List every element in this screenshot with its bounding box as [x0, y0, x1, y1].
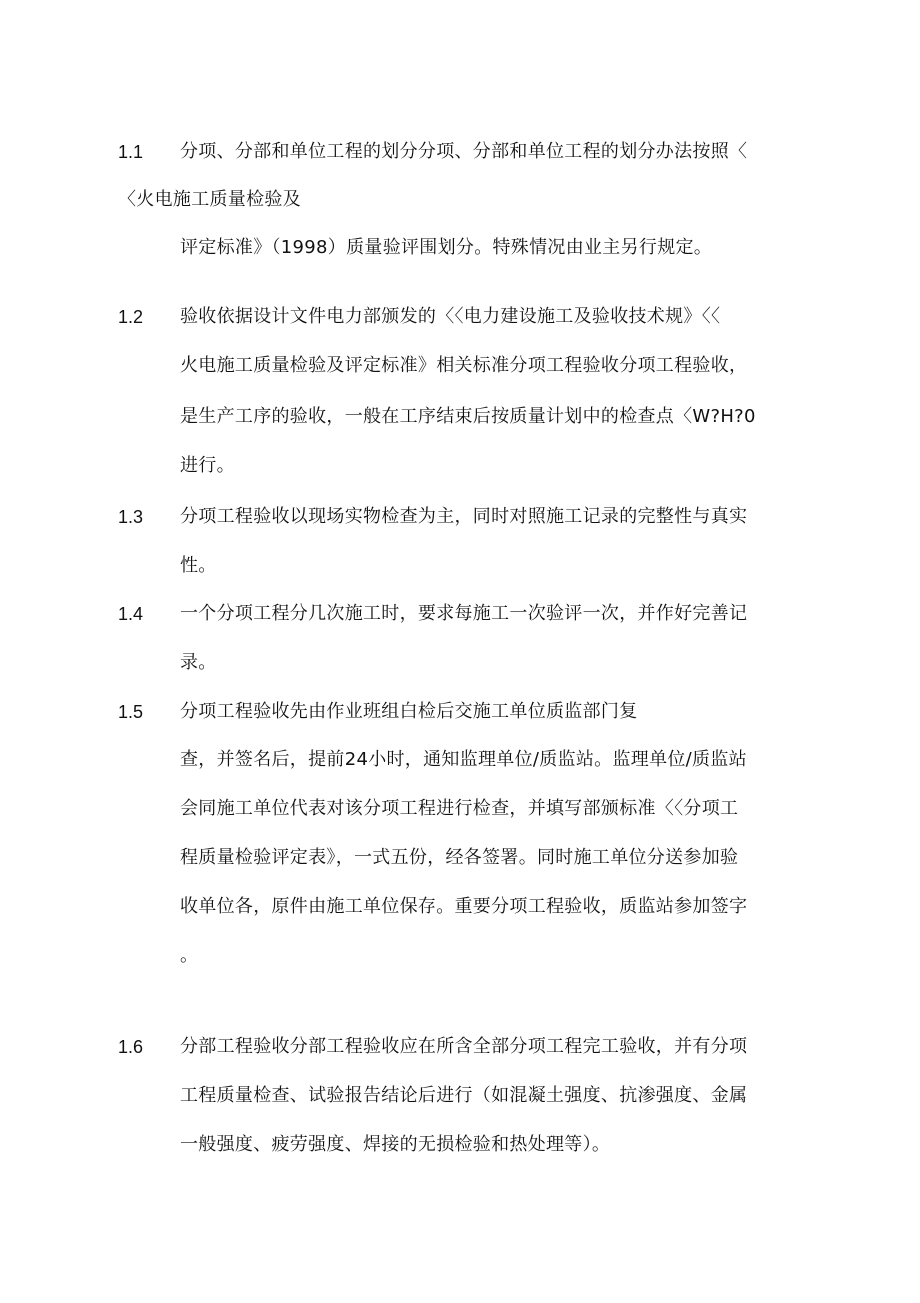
section-text-line: 一般强度、疲劳强度、焊接的无损检验和热处理等）。 — [180, 1134, 611, 1155]
section-text-line: 查，并签名后，提前24小时，通知监理单位/质监站。监理单位/质监站 — [180, 749, 747, 770]
section-text-line: 程质量检验评定表》，一式五份，经各签署。同时施工单位分送参加验 — [180, 847, 739, 868]
section-text-line: 分项工程验收先由作业班组白检后交施工单位质监部门复 — [180, 701, 638, 722]
section-number: 1.1 — [118, 142, 144, 162]
section-text-line: 〈火电施工质量检验及 — [118, 189, 301, 210]
section-text-line: 进行。 — [180, 455, 235, 476]
section-text-line: 工程质量检查、试验报告结论后进行（如混凝土强度、抗渗强度、金属 — [180, 1085, 748, 1106]
section-text-line: 是生产工序的验收，一般在工序结束后按质量计划中的检查点〈W?H?0 — [180, 406, 756, 427]
section-text-line: 一个分项工程分几次施工时，要求每施工一次验评一次，并作好完善记 — [180, 603, 748, 624]
section-text-line: 火电施工质量检验及评定标准》相关标准分项工程验收分项工程验收， — [180, 355, 748, 376]
section-number: 1.2 — [118, 307, 144, 327]
section-number: 1.5 — [118, 702, 144, 722]
section-text-line: 性。 — [180, 555, 217, 576]
section-text-line: 评定标准》（1998）质量验评围划分。特殊情况由业主另行规定。 — [180, 237, 713, 258]
section-text-line: 分项、分部和单位工程的划分分项、分部和单位工程的划分办法按照〈 — [180, 141, 748, 162]
section-text-line: 分部工程验收分部工程验收应在所含全部分项工程完工验收，并有分项 — [180, 1036, 748, 1057]
section-text-line: 验收依据设计文件电力部颁发的〈〈电力建设施工及验收技术规》〈〈 — [180, 306, 721, 327]
section-text-line: 收单位各，原件由施工单位保存。重要分项工程验收，质监站参加签字 — [180, 896, 748, 917]
section-text-line: 会同施工单位代表对该分项工程进行检查，并填写部颁标准〈〈分项工 — [180, 798, 739, 819]
section-number: 1.4 — [118, 604, 144, 624]
section-text-line: 分项工程验收以现场实物检查为主，同时对照施工记录的完整性与真实 — [180, 506, 748, 527]
section-text-line: 。 — [180, 945, 199, 966]
section-number: 1.6 — [118, 1037, 144, 1057]
section-text-line: 录。 — [180, 652, 217, 673]
section-number: 1.3 — [118, 507, 144, 527]
